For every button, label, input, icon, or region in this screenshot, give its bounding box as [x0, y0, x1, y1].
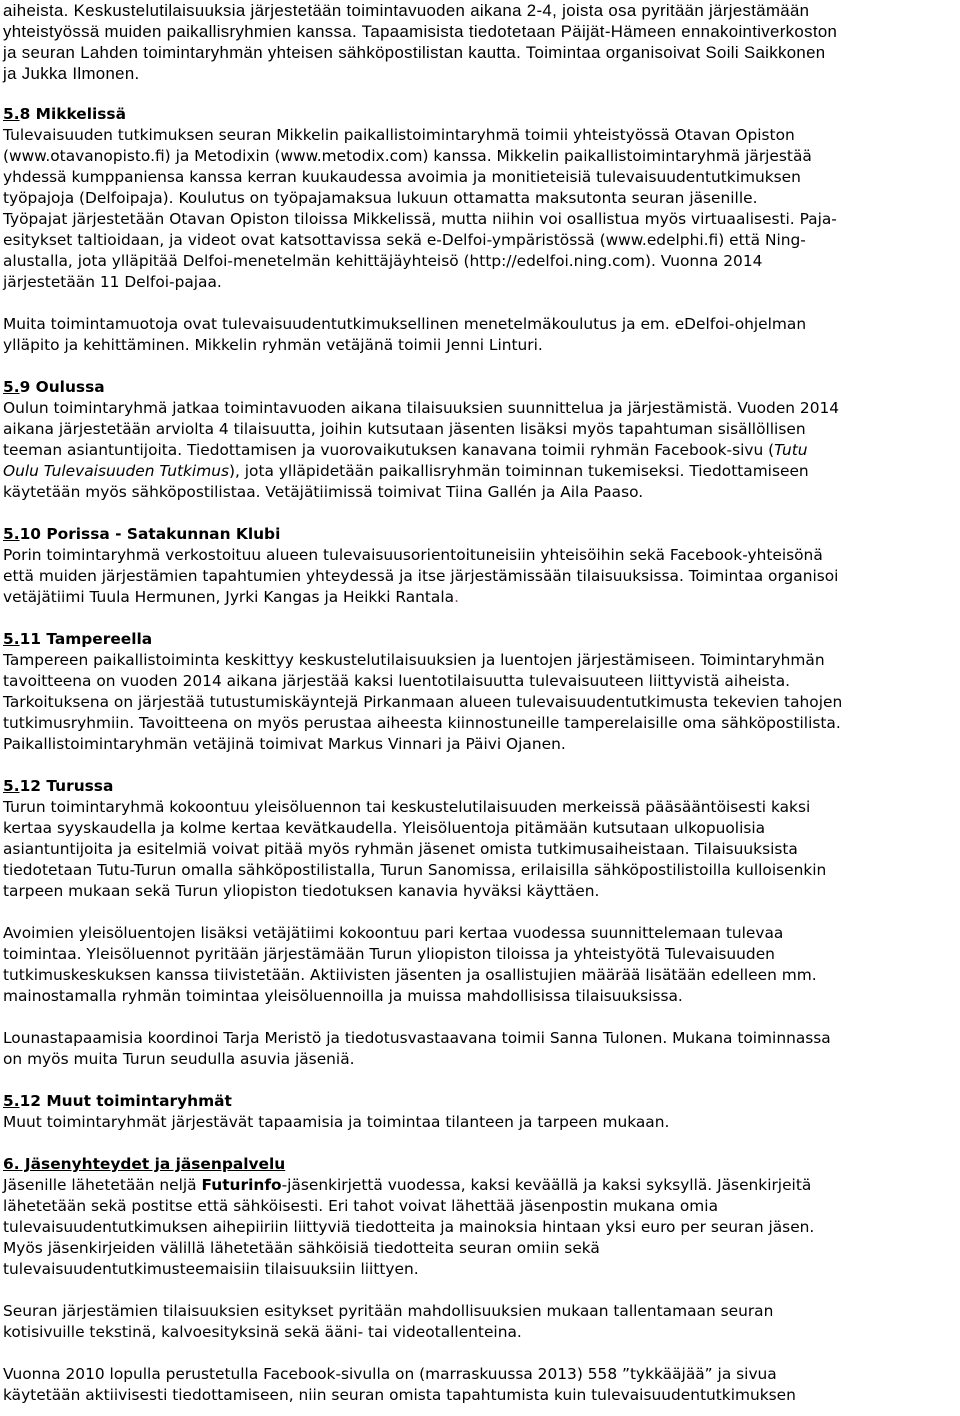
text-line: toimintaa. Yleisöluennot pyritään järjestämään Turun yliopiston tiloissa ja yhteistyötä Tulevaisuuden — [3, 945, 775, 963]
text-line: työpajoja (Delfoipaja). Koulutus on työpajamaksua lukuun ottamatta maksutonta seuran jäsenille. — [3, 189, 758, 207]
document-body — [3, 84, 958, 1406]
section-heading-5-12-muut: 5.12 Muut toimintaryhmät — [3, 1092, 232, 1110]
text-line: tulevaisuudentutkimuksen aihepiiriin liittyviä tiedotteita ja mainoksia hintaan yksi euro per seuran jäsen. — [3, 1218, 815, 1236]
section-heading-5-11: 5.11 Tampereella — [3, 630, 153, 648]
text-line: kotisivuille tekstinä, kalvoesityksinä sekä ääni- tai videotallenteina. — [3, 1323, 522, 1341]
text-line: asiantuntijoita ja esitelmiä voivat pitää myös ryhmän jäsenet omista tutkimusaiheistaan. Tilaisuuksista — [3, 840, 798, 858]
text-line: tarpeen mukaan sekä Turun yliopiston tiedotuksen kanavia hyväksi käyttäen. — [3, 882, 600, 900]
text-line: Työpajat järjestetään Otavan Opiston tiloissa Mikkelissä, mutta niihin voi osallistua myös virtuaalisesti. Paja- — [3, 210, 837, 228]
text-line: aikana järjestetään arviolta 4 tilaisuutta, joihin kutsutaan jäsenten lisäksi myös tapahtuman sisällöllisen — [3, 420, 806, 438]
text-line: mainostamalla ryhmän toimintaa yleisöluennoilla ja muissa mahdollisissa tilaisuuksissa. — [3, 987, 683, 1005]
section-heading-5-12-turussa: 5.12 Turussa — [3, 777, 114, 795]
text-line: tutkimuskeskuksen kanssa tiivistetään. Aktiivisten jäsenten ja osallistujien määrää lisätään edelleen mm. — [3, 966, 817, 984]
section-heading-5-10: 5.10 Porissa - Satakunnan Klubi — [3, 525, 281, 543]
text-line: Oulun toimintaryhmä jatkaa toimintavuoden aikana tilaisuuksien suunnittelua ja järjestämistä. Vuoden 2014 — [3, 399, 840, 417]
text-line: tavoitteena on vuoden 2014 aikana järjestää kaksi luentotilaisuutta tulevaisuuteen liittyvistä aiheista. — [3, 672, 791, 690]
text-line: Jäsenille lähetetään neljä Futurinfo-jäsenkirjettä vuodessa, kaksi keväällä ja kaksi syksyllä. Jäsenkirjeitä — [3, 1176, 812, 1194]
text-line: ja Jukka Ilmonen. — [3, 64, 140, 83]
text-line: yhdessä kumppaniensa kanssa kerran kuukaudessa avoimia ja monitieteisiä tulevaisuudentutkimuksen — [3, 168, 801, 186]
text-line: Paikallistoimintaryhmän vetäjinä toimivat Markus Vinnari ja Päivi Ojanen. — [3, 735, 566, 753]
text-line: käytetään myös sähköpostilistaa. Vetäjätiimissä toimivat Tiina Gallén ja Aila Paaso. — [3, 483, 644, 501]
text-line: ylläpito ja kehittäminen. Mikkelin ryhmän vetäjänä toimii Jenni Linturi. — [3, 336, 543, 354]
text-line: teeman asiantuntijoita. Tiedottamisen ja vuorovaikutuksen kanavana toimii ryhmän Facebook-sivu (Tutu — [3, 441, 808, 459]
text-line: Lounastapaamisia koordinoi Tarja Meristö ja tiedotusvastaavana toimii Sanna Tulonen. Mukana toiminnassa — [3, 1029, 831, 1047]
text-line: Oulu Tulevaisuuden Tutkimus), jota ylläpidetään paikallisryhmän toiminnan tukemiseksi. Tiedottamiseen — [3, 462, 809, 480]
text-line: on myös muita Turun seudulla asuvia jäseniä. — [3, 1050, 355, 1068]
text-line: tutkimusryhmiin. Tavoitteena on myös perustaa aiheesta kiinnostuneille tamperelaisille oma sähköpostilista. — [3, 714, 841, 732]
text-line: yhteistyössä muiden paikallisryhmien kanssa. Tapaamisista tiedotetaan Päijät-Hämeen ennakointiverkoston — [3, 22, 838, 41]
text-line: järjestetään 11 Delfoi-pajaa. — [3, 273, 222, 291]
section-heading-5-9: 5.9 Oulussa — [3, 378, 105, 396]
text-line: alustalla, jota ylläpitää Delfoi-menetelmän kehittäjäyhteisö (http://edelfoi.ning.com). Vuonna 2014 — [3, 252, 763, 270]
text-line: vetäjätiimi Tuula Hermunen, Jyrki Kangas ja Heikki Rantala. — [3, 588, 459, 606]
section-heading-5-8: 5.8 Mikkelissä — [3, 105, 126, 123]
text-line: Seuran järjestämien tilaisuuksien esitykset pyritään mahdollisuuksien mukaan tallentamaan seuran — [3, 1302, 774, 1320]
text-line: lähetetään sekä postitse että sähköisesti. Eri tahot voivat lähettää jäsenpostin mukana omia — [3, 1197, 719, 1215]
text-line: käytetään aktiivisesti tiedottamiseen, niin seuran omista tapahtumista kuin tulevaisuudentutkimuksen — [3, 1386, 796, 1404]
intro-paragraph — [3, 0, 958, 84]
text-line: Avoimien yleisöluentojen lisäksi vetäjätiimi kokoontuu pari kertaa vuodessa suunnittelemaan tulevaa — [3, 924, 784, 942]
text-line: Myös jäsenkirjeiden välillä lähetetään sähköisiä tiedotteita seuran omiin sekä — [3, 1239, 600, 1257]
text-line: Turun toimintaryhmä kokoontuu yleisöluennon tai keskustelutilaisuuden merkeissä pääsääntöisesti kaksi — [3, 798, 811, 816]
text-line: aiheista. Keskustelutilaisuuksia järjestetään toimintavuoden aikana 2-4, joista osa pyritään järjestämään — [3, 1, 810, 20]
text-line: Tampereen paikallistoiminta keskittyy keskustelutilaisuuksien ja luentojen järjestämiseen. Toimintaryhmän — [3, 651, 825, 669]
text-line: että muiden järjestämien tapahtumien yhteydessä ja itse järjestämissään tilaisuuksissa. Toimintaa organisoi — [3, 567, 839, 585]
text-line: (www.otavanopisto.fi) ja Metodixin (www.metodix.com) kanssa. Mikkelin paikallistoimintaryhmä järjestää — [3, 147, 812, 165]
text-line: Muita toimintamuotoja ovat tulevaisuudentutkimuksellinen menetelmäkoulutus ja em. eDelfoi-ohjelman — [3, 315, 807, 333]
text-line: Tulevaisuuden tutkimuksen seuran Mikkelin paikallistoimintaryhmä toimii yhteistyössä Otavan Opiston — [3, 126, 795, 144]
text-line: kertaa syyskaudella ja kolme kertaa kevätkaudella. Yleisöluentoja pitämään kutsutaan ulkopuolisia — [3, 819, 766, 837]
text-line: Vuonna 2010 lopulla perustetulla Facebook-sivulla on (marraskuussa 2013) 558 ”tykkääjää” ja sivua — [3, 1365, 777, 1383]
text-line: tulevaisuudentutkimusteemaisiin tilaisuuksiin liittyen. — [3, 1260, 419, 1278]
text-line: Muut toimintaryhmät järjestävät tapaamisia ja toimintaa tilanteen ja tarpeen mukaan. — [3, 1113, 670, 1131]
text-line: ja seuran Lahden toimintaryhmän yhteisen sähköpostilistan kautta. Toimintaa organisoivat Soili Saikkonen — [3, 43, 826, 62]
section-heading-6: 6. Jäsenyhteydet ja jäsenpalvelu — [3, 1155, 286, 1173]
text-line: Porin toimintaryhmä verkostoituu alueen tulevaisuusorientoituneisiin yhteisöihin sekä Facebook-yhteisönä — [3, 546, 823, 564]
text-line: esitykset taltioidaan, ja videot ovat katsottavissa sekä e-Delfoi-ympäristössä (www.edelphi.fi) että Ning- — [3, 231, 806, 249]
text-line: tiedotetaan Tutu-Turun omalla sähköpostilistalla, Turun Sanomissa, erilaisilla sähköpostilistoilla kulloisenkin — [3, 861, 827, 879]
text-line: Tarkoituksena on järjestää tutustumiskäyntejä Pirkanmaan alueen tulevaisuudentutkimusta tekevien tahojen — [3, 693, 843, 711]
document-page — [3, 0, 958, 1406]
